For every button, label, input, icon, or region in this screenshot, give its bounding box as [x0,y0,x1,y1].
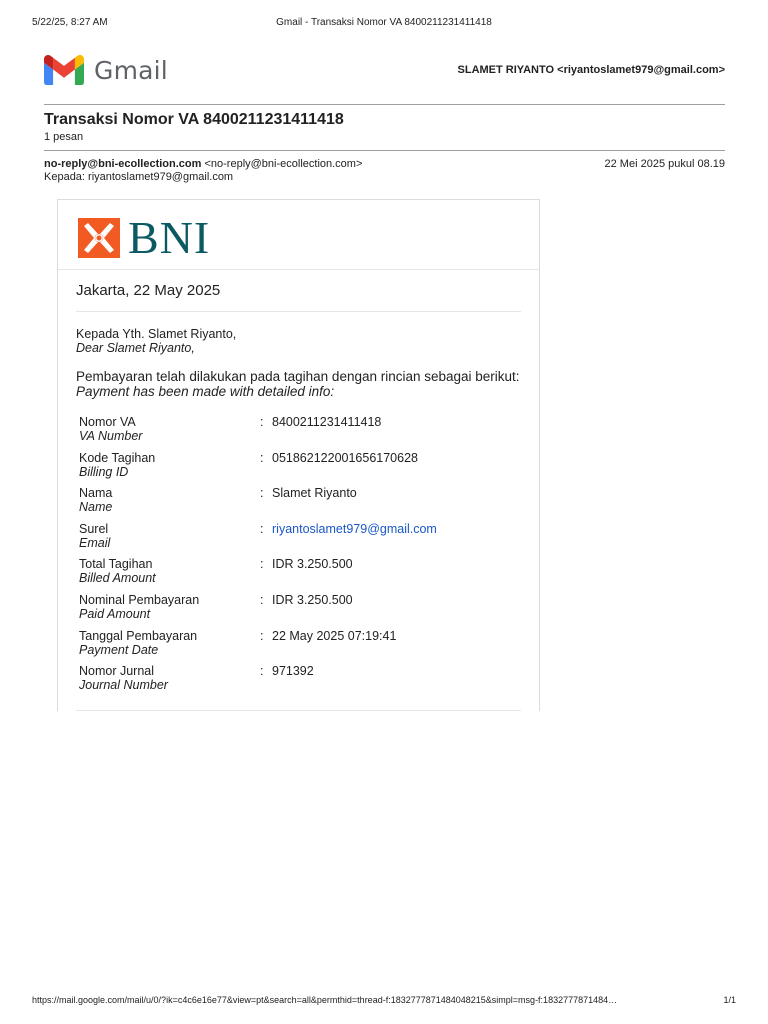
detail-row-paid-amount [79,593,519,629]
sender-email[interactable]: no-reply@bni-ecollection.com [44,158,202,170]
colon: : [260,521,264,536]
gmail-m-icon [44,55,84,85]
detail-label [79,629,197,657]
divider [44,150,725,151]
intro-en: Payment has been made with detailed info: [76,384,335,399]
gmail-wordmark: Gmail [94,55,168,85]
bni-logo [78,212,211,263]
detail-label [79,451,155,479]
bni-emblem-icon [78,218,120,258]
colon: : [260,557,264,572]
label-en: Billing ID [79,464,129,479]
print-url: https://mail.google.com/mail/u/0/?ik=c4c6e16e77&view=pt&search=all&permthid=thread-f:1832777871484048215&simpl=msg-f:1832777871484… [32,995,618,1005]
page-number: 1/1 [723,995,736,1005]
message-recipient: Kepada: riyantoslamet979@gmail.com [44,171,234,183]
label-en: Paid Amount [79,606,151,621]
detail-row-billing-id [79,451,519,487]
detail-value: 0518621220016561706​28 [272,450,418,465]
detail-row-email [79,522,519,558]
colon: : [260,664,264,679]
detail-label [79,486,112,514]
sender-address: <no-reply@bni-ecollection.com> [201,158,363,170]
divider [76,311,521,312]
detail-value: IDR 3.250.500 [272,557,353,572]
detail-row-billed-amount [79,557,519,593]
label-en: Email [79,535,111,550]
letter-date: Jakarta, 22 May 2025 [76,282,221,299]
email-link[interactable]: riyantoslamet979@gmail.com [272,521,437,536]
detail-value: 8400211231411418 [272,415,382,429]
label-id: Nomor VA [79,415,136,429]
detail-row-payment-date [79,629,519,665]
label-id: Nominal Pembayaran [79,592,200,607]
message-sender [44,158,362,170]
intro-id: Pembayaran telah dilakukan pada tagihan dengan rincian sebagai berikut: [76,369,520,384]
colon: : [260,486,264,501]
intro-text [76,369,520,399]
divider [76,710,521,711]
colon: : [260,628,264,643]
label-en: Name [79,500,113,515]
greeting-id: Kepada Yth. Slamet Riyanto, [76,327,237,341]
detail-label [79,522,110,550]
label-en: Billed Amount [79,571,156,586]
print-timestamp: 5/22/25, 8:27 AM [32,17,108,28]
detail-label [79,664,168,692]
detail-label [79,557,156,585]
label-id: Nama [79,486,113,501]
colon: : [260,450,264,465]
label-en: Journal Number [79,678,168,693]
label-id: Nomor Jurnal [79,664,155,679]
detail-value: 22 May 2025 07:19:41 [272,628,397,643]
payment-details [79,415,519,700]
message-date: 22 Mei 2025 pukul 08.19 [604,158,725,170]
detail-row-journal-number [79,664,519,700]
bni-wordmark: BNI [128,212,211,263]
label-id: Total Tagihan [79,557,153,572]
detail-label [79,593,199,621]
print-doc-title: Gmail - Transaksi Nomor VA 8400211231411418 [276,17,492,28]
detail-row-name [79,486,519,522]
colon: : [260,415,264,429]
label-id: Tanggal Pembayaran [79,628,198,643]
detail-label [79,415,142,443]
label-en: VA Number [79,429,143,443]
bank-header [58,200,539,270]
label-en: Payment Date [79,642,159,657]
gmail-logo[interactable] [44,55,168,85]
greeting-en: Dear Slamet Riyanto, [76,341,195,355]
print-header [32,17,736,31]
divider [44,104,725,105]
detail-value: IDR 3.250.500 [272,592,353,607]
print-footer [32,995,736,1009]
detail-value: 971392 [272,664,314,679]
email-body-card [57,199,540,711]
detail-value: Slamet Riyanto [272,486,357,501]
label-id: Kode Tagihan [79,450,156,465]
colon: : [260,592,264,607]
greeting [76,327,236,355]
message-count: 1 pesan [44,131,84,143]
label-id: Surel [79,521,109,536]
thread-subject: Transaksi Nomor VA 8400211231411418 [44,111,344,128]
account-identity: SLAMET RIYANTO <riyantoslamet979@gmail.com> [457,64,725,76]
detail-row-va-number [79,415,519,451]
